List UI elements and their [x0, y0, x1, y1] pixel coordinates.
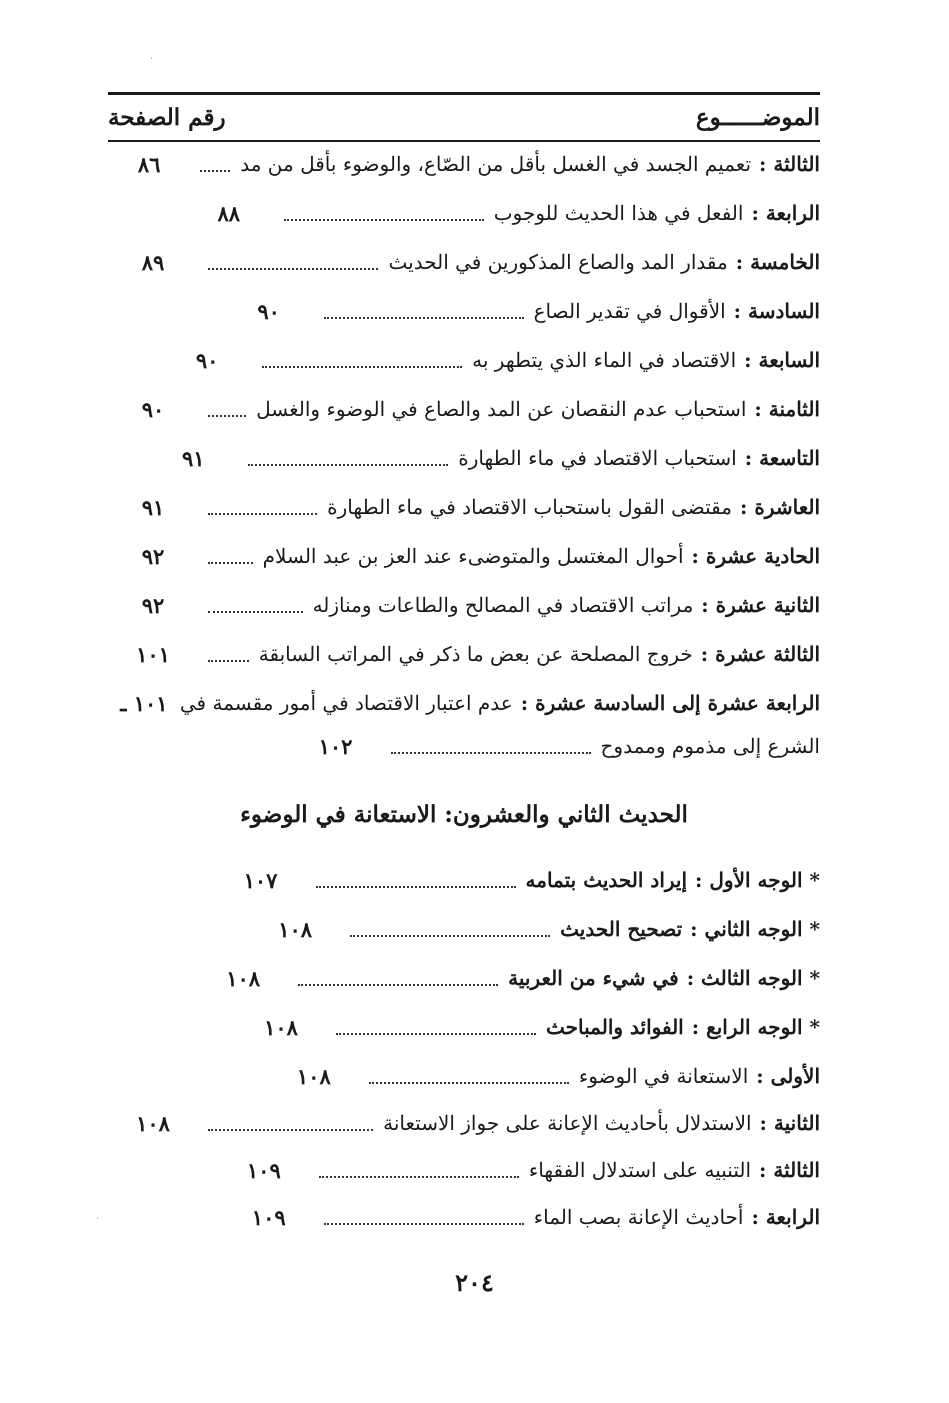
leader-dots — [324, 317, 524, 319]
entry-label: * الوجه الأول : — [695, 868, 820, 892]
entry-label: * الوجه الثاني : — [690, 917, 820, 941]
entry-text: تعميم الجسد في الغسل بأقل من الصّاع، والوضوء بأقل من مد — [240, 152, 752, 176]
entry-text: الشرع إلى مذموم وممدوح — [600, 734, 820, 758]
leader-dots — [208, 562, 253, 564]
leader-dots — [248, 464, 448, 466]
entry-page: ١٠٩ — [246, 1157, 281, 1183]
entry-page: ٨٩ — [141, 249, 165, 275]
entry-text: أحوال المغتسل والمتوضىء عند العز بن عبد السلام — [262, 544, 684, 568]
entry-page: ٩٠ — [257, 298, 280, 324]
toc-entry — [108, 856, 820, 904]
entry-text: الفوائد والمباحث — [546, 1015, 684, 1039]
entry-label: الثالثة : — [759, 152, 820, 176]
scan-speck: · — [96, 1214, 100, 1225]
entry-label: الرابعة : — [751, 1205, 820, 1229]
entry-page: ١٠٩ — [251, 1204, 286, 1230]
entry-text: مقدار المد والصاع المذكورين في الحديث — [388, 250, 728, 274]
entry-page: ٩٠ — [195, 347, 219, 373]
entry-text: أحاديث الإعانة بصب الماء — [533, 1205, 744, 1229]
entry-label: الأولى : — [756, 1064, 820, 1088]
entry-text: عدم اعتبار الاقتصاد في أمور مقسمة في — [179, 691, 513, 715]
entry-text: التنبيه على استدلال الفقهاء — [528, 1158, 752, 1182]
entry-page: ١٠٨ — [278, 916, 313, 942]
scan-speck: · — [150, 54, 154, 65]
toc-entry — [108, 1193, 820, 1241]
entry-page: ٩٢ — [141, 592, 165, 618]
toc-entry — [108, 238, 820, 286]
toc-entry — [108, 630, 820, 678]
entry-page: ١٠٢ — [318, 733, 353, 759]
entry-label: الحادية عشرة : — [691, 544, 820, 568]
page-number: ٢٠٤ — [455, 1268, 494, 1297]
leader-dots — [208, 1129, 373, 1131]
topic-column-heading: الموضــــــوع — [695, 104, 820, 131]
entry-text: تصحيح الحديث — [560, 917, 683, 941]
leader-dots — [319, 1176, 519, 1178]
leader-dots — [298, 984, 498, 986]
entry-page: ١٠٧ — [243, 867, 278, 893]
leader-dots — [208, 415, 246, 417]
toc-entry — [108, 1052, 820, 1100]
leader-dots — [208, 611, 303, 613]
entry-page: ١٠٨ — [264, 1014, 298, 1040]
entry-text: مراتب الاقتصاد في المصالح والطاعات ومنازله — [312, 593, 694, 617]
entry-text: الفعل في هذا الحديث للوجوب — [493, 201, 744, 225]
leader-dots — [208, 513, 317, 515]
toc-entry — [108, 189, 820, 237]
entry-label: الثانية : — [759, 1111, 820, 1135]
leader-dots — [369, 1082, 569, 1084]
entry-label: التاسعة : — [744, 446, 820, 470]
entry-text: خروج المصلحة عن بعض ما ذكر في المراتب السابقة — [258, 642, 693, 666]
entry-label: الثالثة : — [759, 1158, 820, 1182]
entry-label: الثالثة عشرة : — [700, 642, 820, 666]
toc-entry — [108, 385, 820, 433]
table-header — [108, 92, 820, 142]
section-title: الحديث الثاني والعشرون: الاستعانة في الوضوء — [240, 801, 688, 828]
toc-entry — [108, 140, 820, 188]
entry-page: ٩١ — [181, 445, 205, 471]
entry-text: مقتضى القول باستحباب الاقتصاد في ماء الطهارة — [327, 495, 732, 519]
entry-page: ٨٦ — [137, 151, 161, 177]
entry-page: ١٠٨ — [136, 1110, 170, 1136]
entry-page: ٩٠ — [141, 396, 165, 422]
entry-text: إيراد الحديث بتمامه — [525, 868, 688, 892]
entry-label: * الوجه الرابع : — [692, 1015, 820, 1039]
toc-entry — [108, 581, 820, 629]
entry-page: ١٠٨ — [296, 1063, 331, 1089]
toc-entry — [108, 905, 820, 953]
entry-label: الثانية عشرة : — [701, 593, 820, 617]
entry-label: العاشرة : — [739, 495, 820, 519]
entry-text: استحباب الاقتصاد في ماء الطهارة — [458, 446, 737, 470]
toc-entry — [108, 483, 820, 531]
toc-entry — [108, 954, 820, 1002]
entry-page: ١٠١ ـ — [120, 690, 168, 716]
entry-page: ٩١ — [141, 494, 165, 520]
entry-label: * الوجه الثالث : — [687, 966, 820, 990]
entry-page: ٩٢ — [141, 543, 165, 569]
toc-entry — [108, 1003, 820, 1051]
entry-text: استحباب عدم النقصان عن المد والصاع في الوضوء والغسل — [256, 397, 747, 421]
toc-entry-multiline-first — [108, 679, 820, 727]
leader-dots — [262, 366, 462, 368]
leader-dots — [208, 268, 378, 270]
leader-dots — [336, 1033, 536, 1035]
entry-label: الرابعة عشرة إلى السادسة عشرة : — [520, 691, 820, 715]
toc-entry — [108, 287, 820, 335]
entry-label: السادسة : — [733, 299, 820, 323]
toc-entry — [108, 532, 820, 580]
entry-text: الاستعانة في الوضوء — [578, 1064, 749, 1088]
entry-label: السابعة : — [744, 348, 820, 372]
leader-dots — [208, 660, 249, 662]
leader-dots — [324, 1223, 524, 1225]
leader-dots — [391, 752, 591, 754]
leader-dots — [316, 886, 516, 888]
entry-text: الاستدلال بأحاديث الإعانة على جواز الاستعانة — [383, 1111, 752, 1135]
entry-page: ١٠١ — [136, 641, 170, 667]
entry-page: ٨٨ — [217, 200, 241, 226]
toc-entry-multiline-second — [108, 722, 820, 770]
leader-dots — [284, 219, 484, 221]
entry-label: الخامسة : — [735, 250, 820, 274]
entry-label: الثامنة : — [754, 397, 820, 421]
leader-dots — [200, 170, 230, 172]
entry-page: ١٠٨ — [226, 965, 261, 991]
toc-entry — [108, 336, 820, 384]
toc-entry — [108, 1099, 820, 1147]
toc-entry — [108, 434, 820, 482]
entry-text: في شيء من العربية — [508, 966, 679, 990]
leader-dots — [350, 935, 550, 937]
entry-text: الاقتصاد في الماء الذي يتطهر به — [472, 348, 737, 372]
page-column-heading: رقم الصفحة — [108, 104, 226, 131]
toc-entry — [108, 1146, 820, 1194]
entry-text: الأقوال في تقدير الصاع — [533, 299, 726, 323]
entry-label: الرابعة : — [751, 201, 820, 225]
